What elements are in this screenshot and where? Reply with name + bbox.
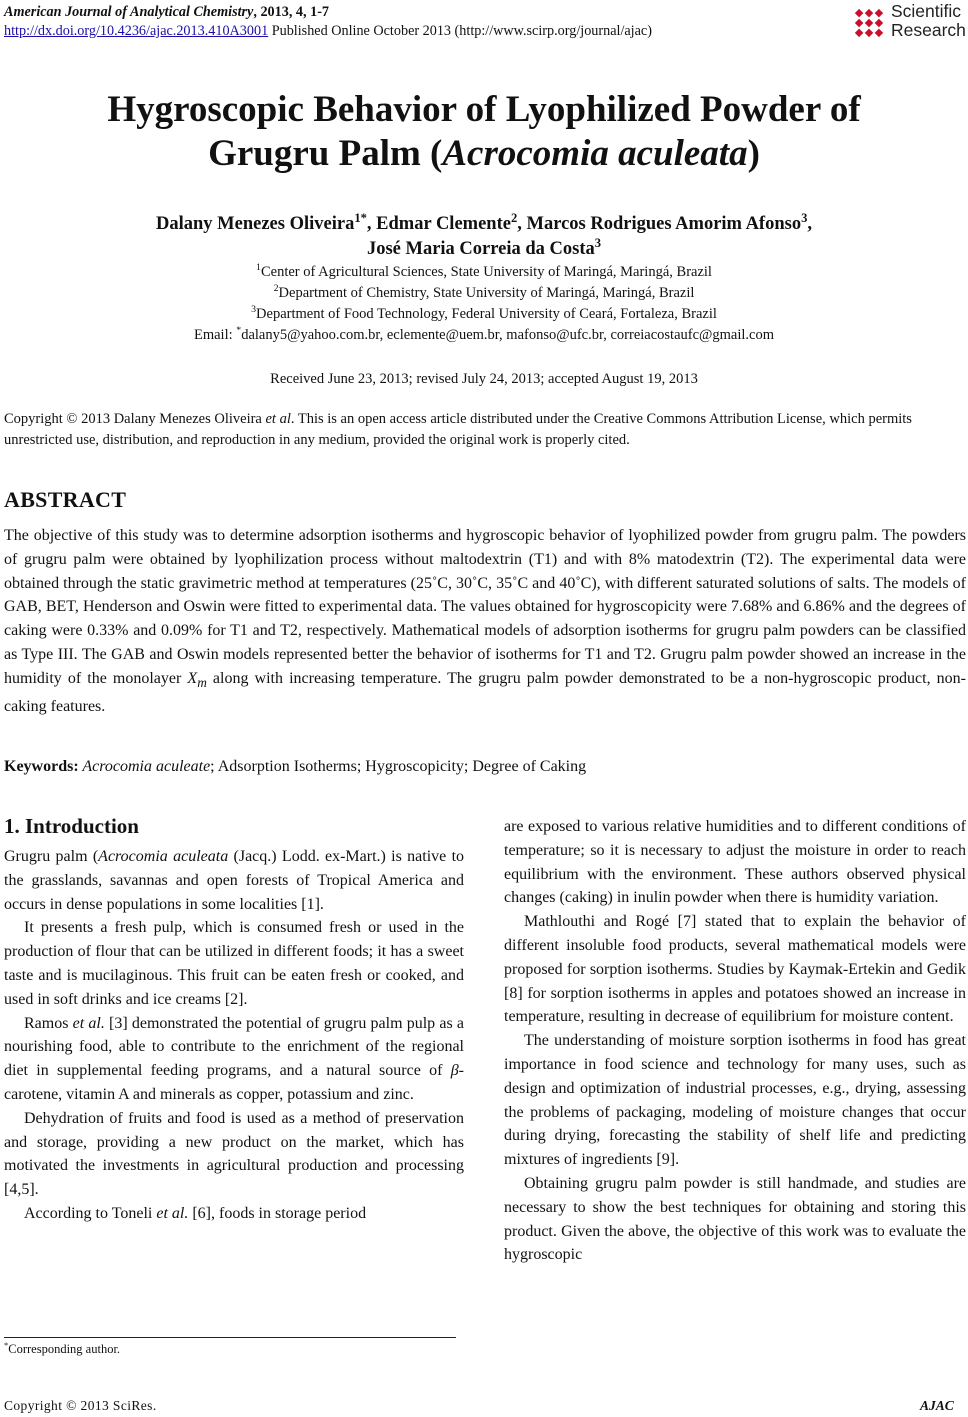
paragraph-text: According to Toneli [24,1204,157,1222]
paragraph: It presents a fresh pulp, which is consumed fresh or used in the production of flour that can be utilized in different foods; it has a sweet taste and is mucilaginous. This fruit can be eaten fresh or cooked, and used in soft drinks and ice creams [2]. [4,919,464,1008]
author-name: Dalany Menezes Oliveira [156,214,355,234]
author-line-1 [0,212,968,237]
paragraph: are exposed to various relative humidities and to different conditions of temperature; so it is necessary to adjust the moisture in order to reach equilibrium with the environment. These authors observed physical changes (caking) in inulin powder when there is humidity variation. [504,818,966,907]
copyright-italic: et al [265,411,291,427]
paragraph [4,845,464,916]
title-line-2-pre: Grugru Palm ( [208,133,443,174]
logo-text [891,2,966,40]
affiliations [0,262,968,346]
author-line-2 [0,237,968,262]
logo-square [855,29,863,37]
paragraph: Dehydration of fruits and food is used as a method of preservation and storage, providing a new product on the market, which has motivated the investments in agricultural production and processing [4,5]. [4,1109,464,1199]
paragraph-text: Ramos [24,1014,73,1032]
copyright-post: . This is an open access article distributed under the Creative Commons Attribution License, which permits unrestricted use, distribution, and reproduction in any medium, provided the original work is properly cited. [4,411,912,448]
title-line-1: Hygroscopic Behavior of Lyophilized Powder of [107,89,861,130]
monolayer-symbol-sub: m [197,674,207,690]
footnote-divider [4,1337,456,1338]
received-dates: Received June 23, 2013; revised July 24, 2013; accepted August 19, 2013 [270,371,698,387]
et-al: et al. [156,1204,189,1222]
title-line-2 [0,132,968,176]
author-name: Edmar Clemente [376,214,511,234]
journal-header [4,3,844,41]
logo-square [865,29,873,37]
logo-square [875,29,883,37]
affiliation-3 [0,304,968,325]
affiliation-mark: 3 [251,304,257,316]
paper-title [0,88,968,176]
author-affil-mark: 1* [354,210,367,225]
journal-name: American Journal of Analytical Chemistry [4,4,254,20]
logo-square [875,9,883,17]
monolayer-symbol [187,669,207,690]
journal-citation-line [4,3,844,22]
affiliation-mark: 2 [273,283,279,295]
author-separator: , [366,214,377,234]
species-name: Acrocomia aculeata [98,848,229,865]
published-online: Published Online October 2013 (http://www.scirp.org/journal/ajac) [268,23,652,39]
title-line-2-post: ) [747,133,760,174]
author-affil-mark: 2 [510,210,518,225]
abstract-body-1: The objective of this study was to determine adsorption isotherms and hygroscopic behavior of lyophilized powder from grugru palm. The powders of grugru palm were obtained by lyophilization process without maltodextrin (T1) and with 8% matodextrin (T2). The experimental data were obtained through the static gravimetric method at temperatures (25˚C, 30˚C, 35˚C and 40˚C), with different saturated solutions of salts. The models of GAB, BET, Henderson and Oswin were fitted to experimental data. The values obtained for hygroscopicity were 7.68% and 6.86% and the degrees of caking were 0.33% and 0.09% for T1 and T2, respectively. Mathematical models of adsorption isotherms for grugru palm powders can be classified as Type III. The GAB and Oswin models represented better the behavior of isotherms for T1 and T2. Grugru palm powder showed an increase in the humidity of the monolayer [4,527,966,687]
affiliation-mark: 1 [256,262,261,274]
abstract-text [4,524,966,719]
footnote-mark: * [4,1339,9,1350]
paragraph-text: Grugru palm ( [4,848,99,865]
email-addresses[interactable]: dalany5@yahoo.com.br, eclemente@uem.br, mafonso@ufc.br, correiacostaufc@gmail.com [241,327,775,343]
et-al: et al. [72,1014,105,1032]
email-label: Email: [193,327,237,343]
author-emails [0,325,968,346]
keywords-label: Keywords: [4,758,79,775]
journal-volume: , 2013, 4, 1-7 [253,4,330,20]
author-separator: , [807,214,812,234]
author-separator: , [517,214,527,234]
author-list [0,212,968,262]
abstract-heading: ABSTRACT [4,487,127,512]
affiliation-1 [0,262,968,283]
logo-square [855,19,863,27]
logo-square [875,19,883,27]
email-mark: * [236,325,242,337]
logo-square [855,9,863,17]
paragraph-text: (Jacq.) Lodd. ex-Mart.) is native to the grasslands, savannas and open forests of Tropical America and occurs in dense populations in some localities [1]. [4,848,465,913]
logo-square [865,9,873,17]
paragraph: Mathlouthi and Rogé [7] stated that to explain the behavior of different insoluble food products, several mathematical models were proposed for sorption isotherms. Studies by Kaymak-Ertekin and Gedik [8] for sorption isotherms in apples and potatoes showed an increase in temperature, resulting in decrease of equilibrium for moisture content. [504,913,966,1026]
paragraph [4,1012,464,1107]
author-affil-mark: 3 [594,235,602,250]
keywords-italic: Acrocomia aculeate [78,758,211,775]
section-heading-introduction: 1. Introduction [4,814,139,838]
logo-text-line2: Research [891,20,966,40]
logo-mark-icon [850,4,888,42]
scientific-research-logo [850,2,966,44]
left-column [4,845,464,1226]
logo-square [865,19,873,27]
doi-link[interactable]: http://dx.doi.org/10.4236/ajac.2013.410A3001 [4,23,269,39]
right-column [504,815,966,1267]
author-affil-mark: 3 [801,210,808,225]
paragraph [4,1202,464,1226]
affiliation-2 [0,283,968,304]
footnote-text: Corresponding author. [8,1342,121,1356]
copyright-notice [4,409,966,451]
author-name: José Maria Correia da Costa [366,239,595,259]
copyright-pre: Copyright © 2013 Dalany Menezes Oliveira [4,411,266,427]
affiliation-text: Department of Chemistry, State University of Maringá, Maringá, Brazil [278,285,695,301]
keywords [4,755,966,779]
title-species: Acrocomia aculeata [442,133,748,174]
paragraph-text: -carotene, vitamin A and minerals as copper, potassium and zinc. [4,1062,464,1103]
footer-journal-abbrev: AJAC [920,1398,954,1413]
abstract-body-2: along with increasing temperature. The grugru palm powder demonstrated to be a non-hygroscopic product, non-caking features. [4,669,967,715]
footnote [4,1341,120,1357]
author-name: Marcos Rodrigues Amorim Afonso [526,214,802,234]
paragraph-text: [6], foods in storage period [188,1204,367,1222]
footer-copyright: Copyright © 2013 SciRes. [4,1398,157,1413]
monolayer-symbol-base: X [187,669,198,687]
beta-symbol: β [450,1062,459,1080]
paragraph-text: [3] demonstrated the potential of grugru palm pulp as a nourishing food, able to contribute to the enrichment of the regional diet in supplemental feeding programs, and a natural source of [4,1014,464,1080]
journal-doi-line [4,22,844,41]
affiliation-text: Center of Agricultural Sciences, State University of Maringá, Maringá, Brazil [260,264,712,280]
paragraph: The understanding of moisture sorption isotherms in food has great importance in food science and technology for many uses, such as design and optimization of industrial processes, e.g., drying, assessing the problems of packaging, modeling of moisture changes that occur during drying, forecasting the stability of shelf life and predicting mixtures of ingredients [9]. [504,1032,966,1169]
paragraph: Obtaining grugru palm powder is still handmade, and studies are necessary to show the best techniques for obtaining and storing this product. Given the above, the objective of this work was to evaluate the hygroscopic [504,1174,966,1264]
affiliation-text: Department of Food Technology, Federal University of Ceará, Fortaleza, Brazil [256,306,717,322]
keywords-list: ; Adsorption Isotherms; Hygroscopicity; Degree of Caking [210,758,587,775]
logo-text-line1: Scientific [891,1,962,21]
